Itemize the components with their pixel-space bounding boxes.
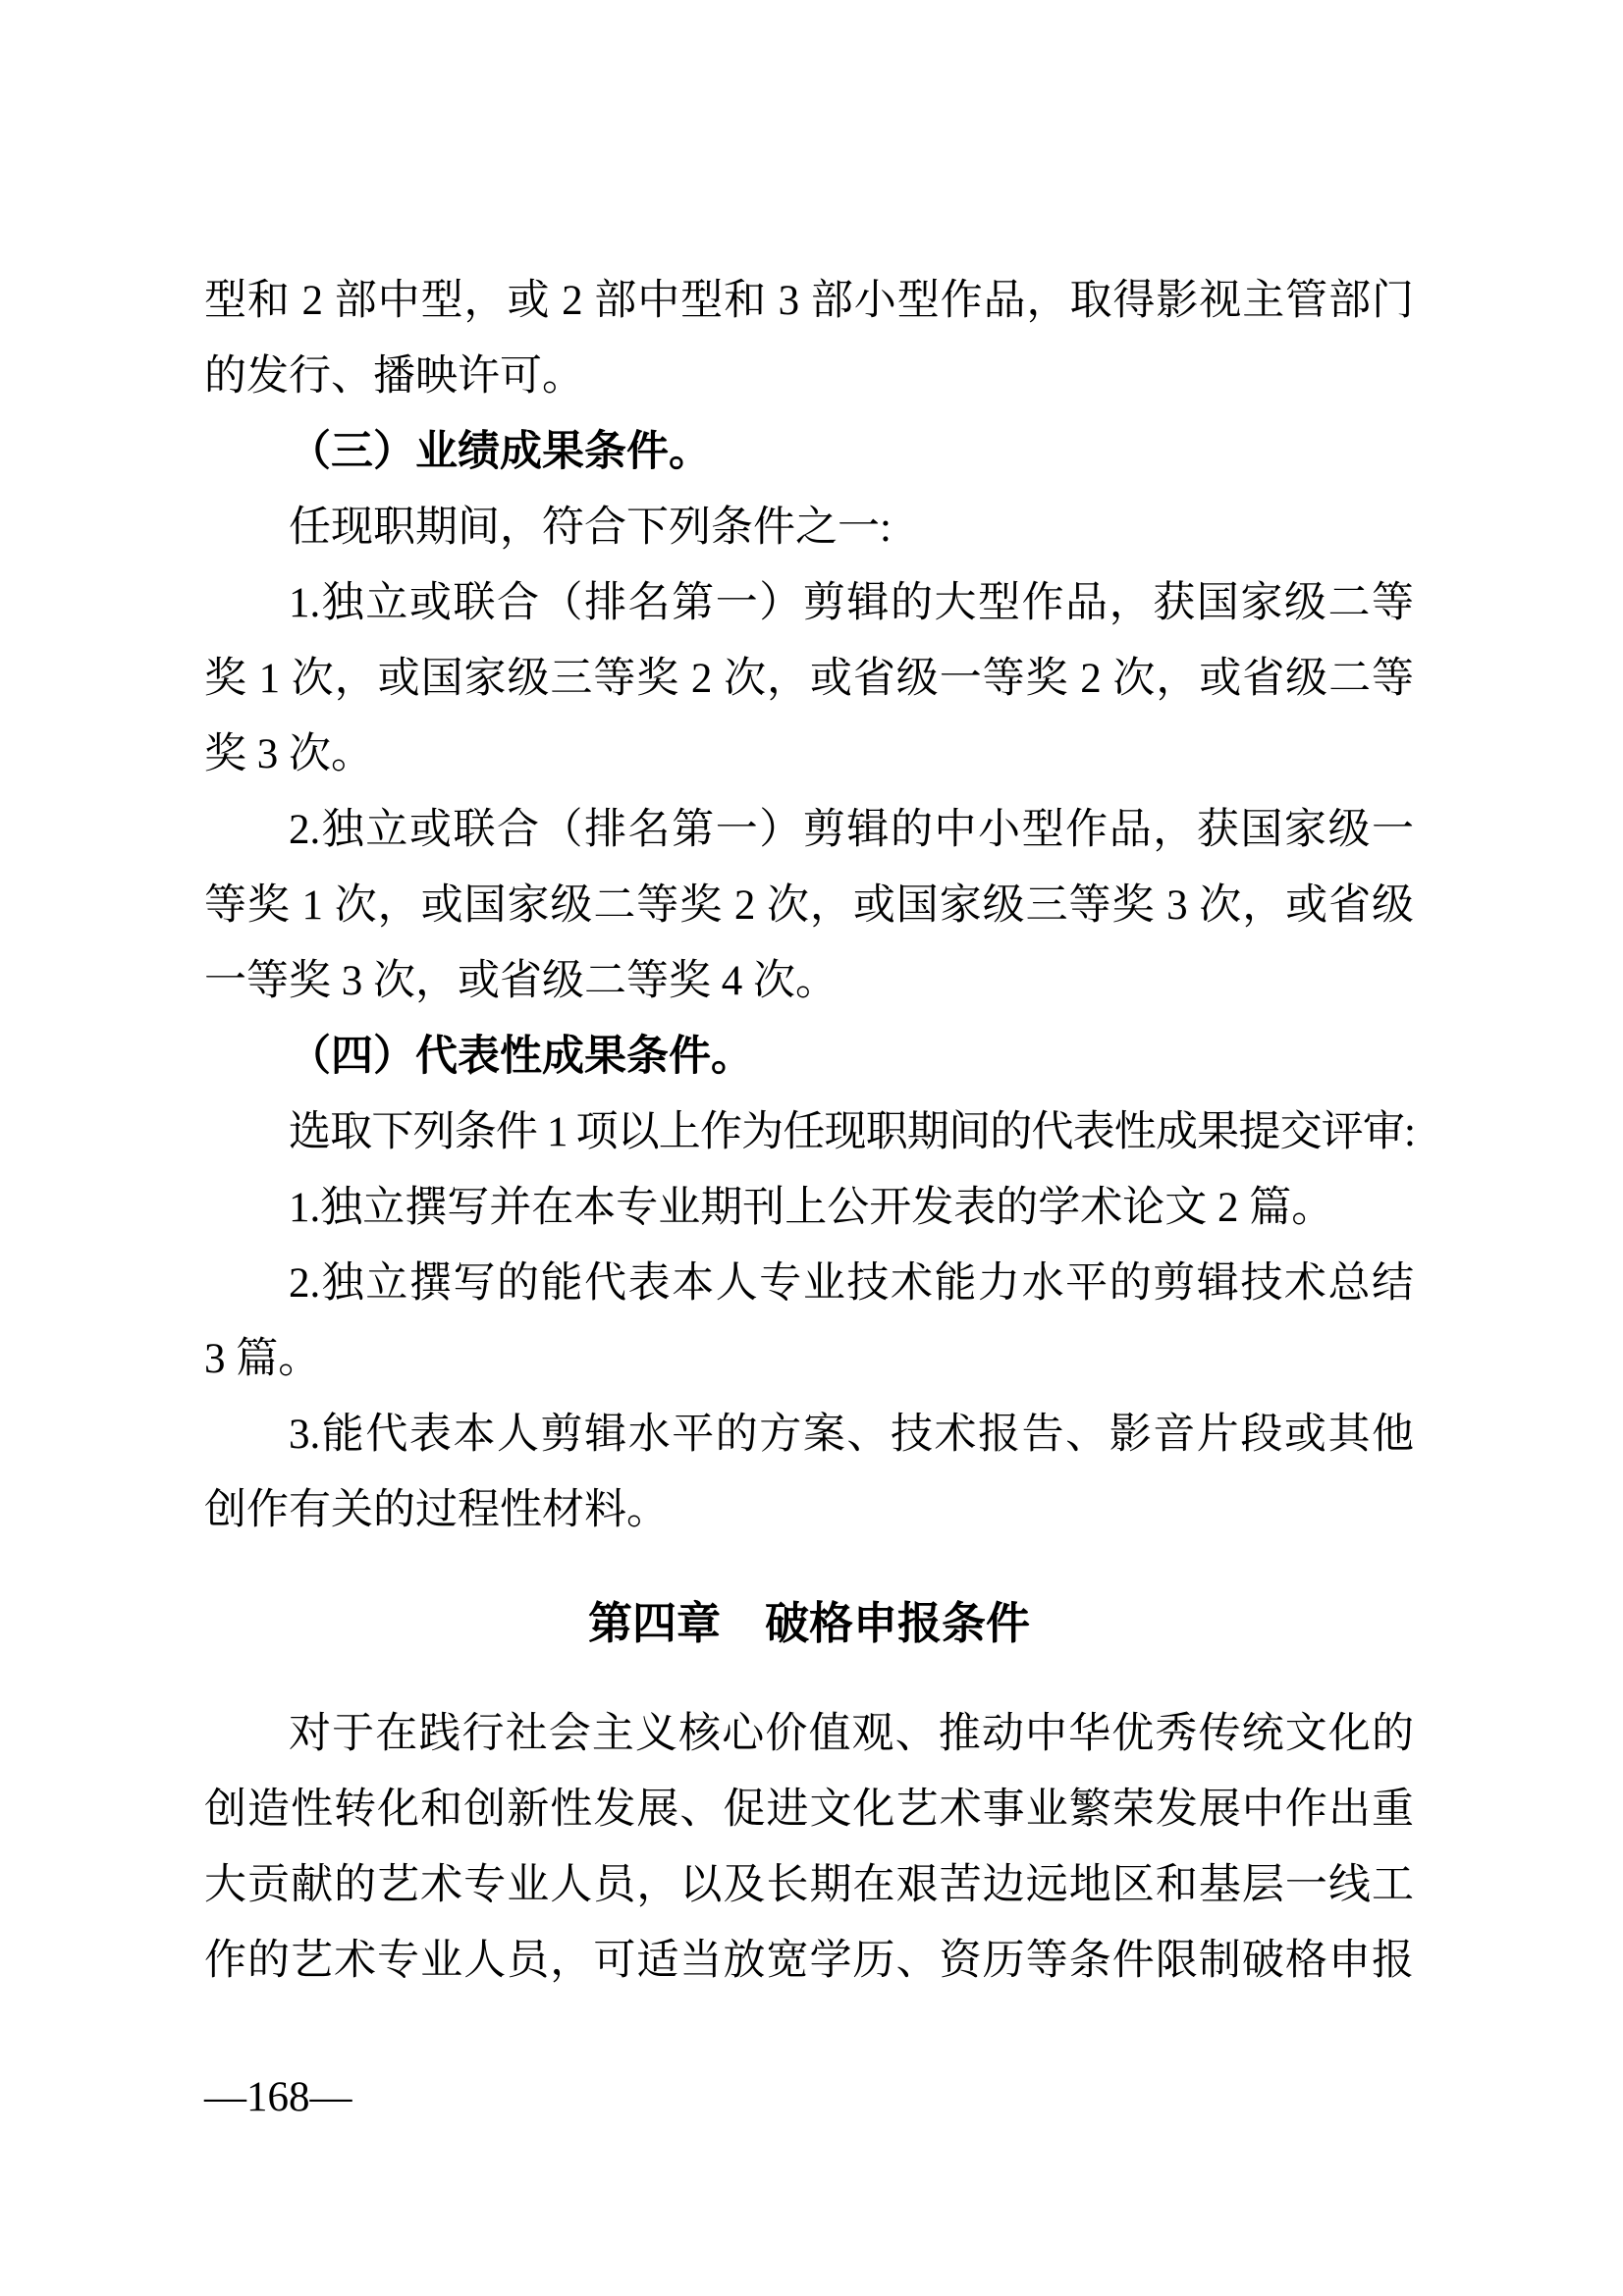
body-line: 奖 3 次。 [204,731,373,777]
body-line: 大贡献的艺术专业人员，以及长期在艰苦边远地区和基层一线工 [204,1862,1414,1908]
body-line: 2.独立或联合（排名第一）剪辑的中小型作品，获国家级一 [289,807,1414,853]
subsection-heading: （四）代表性成果条件。 [289,1034,753,1080]
body-line: 任现职期间，符合下列条件之一: [289,505,892,551]
body-line: 创造性转化和创新性发展、促进文化艺术事业繁荣发展中作出重 [204,1787,1414,1833]
body-line: 奖 1 次，或国家级三等奖 2 次，或省级一等奖 2 次，或省级二等 [204,656,1414,702]
body-line: 2.独立撰写的能代表本人专业技术能力水平的剪辑技术总结 [289,1260,1414,1307]
body-line: 1.独立撰写并在本专业期刊上公开发表的学术论文 2 篇。 [289,1185,1334,1231]
document-body [204,263,1414,1999]
body-line: 的发行、播映许可。 [204,353,584,400]
body-line: 选取下列条件 1 项以上作为任现职期间的代表性成果提交评审: [289,1109,1414,1155]
body-line: 3.能代表本人剪辑水平的方案、技术报告、影音片段或其他 [289,1412,1414,1458]
body-line: 3 篇。 [204,1336,321,1382]
body-line: 型和 2 部中型，或 2 部中型和 3 部小型作品，取得影视主管部门 [204,278,1414,324]
page-number: —168— [204,2074,352,2120]
subsection-heading: （三）业绩成果条件。 [289,429,711,475]
body-line: 作的艺术专业人员，可适当放宽学历、资历等条件限制破格申报 [204,1938,1414,1984]
body-line: 创作有关的过程性材料。 [204,1487,669,1533]
body-line: 一等奖 3 次，或省级二等奖 4 次。 [204,958,838,1004]
body-line: 对于在践行社会主义核心价值观、推动中华优秀传统文化的 [289,1711,1414,1757]
chapter-heading: 第四章 破格申报条件 [587,1597,1030,1649]
body-line: 1.独立或联合（排名第一）剪辑的大型作品，获国家级二等 [289,580,1414,626]
body-line: 等奖 1 次，或国家级二等奖 2 次，或国家级三等奖 3 次，或省级 [204,882,1414,929]
